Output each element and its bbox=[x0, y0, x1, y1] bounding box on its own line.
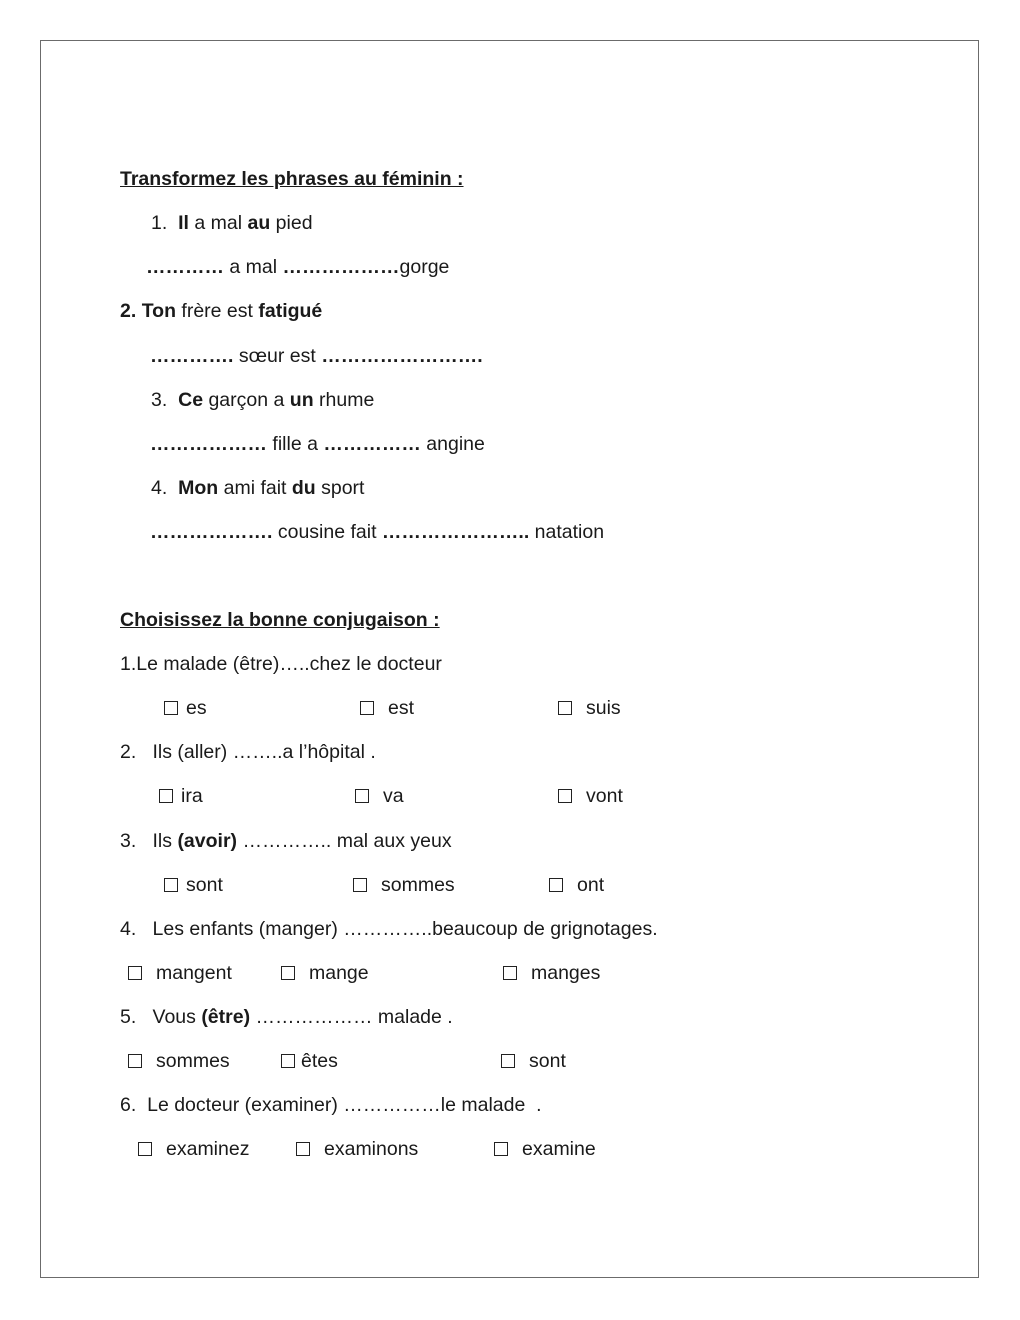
checkbox-icon[interactable] bbox=[558, 789, 572, 803]
s1-item-4-number: 4. bbox=[151, 477, 168, 499]
checkbox-icon[interactable] bbox=[164, 701, 178, 715]
s1-2-p1: frère est bbox=[175, 300, 259, 322]
checkbox-icon[interactable] bbox=[159, 789, 173, 803]
checkbox-icon[interactable] bbox=[494, 1142, 508, 1156]
checkbox-icon[interactable] bbox=[503, 966, 517, 980]
s1-1-a3: gorge bbox=[399, 256, 450, 278]
s1-2-p2: fatigué bbox=[258, 300, 323, 322]
s2-q3-p2: ………….. mal aux yeux bbox=[237, 830, 452, 852]
s2-q3-p0: 3. Ils bbox=[120, 830, 178, 852]
s2-question-5 bbox=[120, 1005, 453, 1029]
s1-3-p1: garçon a bbox=[203, 389, 290, 411]
checkbox-icon[interactable] bbox=[549, 878, 563, 892]
s1-item-4-sentence bbox=[151, 476, 364, 500]
checkbox-icon[interactable] bbox=[164, 878, 178, 892]
option-label: vont bbox=[586, 785, 623, 807]
s1-item-2-number: 2. bbox=[120, 300, 137, 322]
s2-question-6 bbox=[120, 1093, 542, 1117]
s1-4-a1: cousine fait bbox=[277, 521, 382, 543]
s2-q1-option-1[interactable] bbox=[164, 696, 207, 720]
checkbox-icon[interactable] bbox=[360, 701, 374, 715]
option-label: mange bbox=[309, 962, 369, 984]
s1-4-p3: sport bbox=[315, 477, 365, 499]
s1-1-a0: ………… bbox=[146, 256, 230, 278]
section2-title: Choisissez la bonne conjugaison : bbox=[120, 609, 440, 631]
option-label: es bbox=[186, 697, 207, 719]
s2-question-1 bbox=[120, 652, 442, 676]
s2-q1-option-3[interactable] bbox=[558, 696, 621, 720]
s1-item-2-answer bbox=[150, 344, 483, 368]
s1-item-1-sentence bbox=[151, 211, 313, 235]
s1-4-p0: Mon bbox=[178, 477, 219, 499]
s1-4-p2: du bbox=[291, 477, 316, 499]
s1-3-p0: Ce bbox=[178, 389, 204, 411]
section1-title: Transformez les phrases au féminin : bbox=[120, 168, 464, 190]
option-label: est bbox=[388, 697, 415, 719]
option-label: ira bbox=[181, 785, 203, 807]
option-label: sommes bbox=[381, 874, 455, 896]
s2-q5-option-3[interactable] bbox=[501, 1049, 566, 1073]
s1-4-a0: ………………. bbox=[150, 521, 278, 543]
checkbox-icon[interactable] bbox=[138, 1142, 152, 1156]
checkbox-icon[interactable] bbox=[353, 878, 367, 892]
checkbox-icon[interactable] bbox=[281, 966, 295, 980]
s1-item-3-number: 3. bbox=[151, 389, 168, 411]
option-label: ont bbox=[577, 874, 605, 896]
s2-q6-text: 6. Le docteur (examiner) ……………le malade . bbox=[120, 1094, 542, 1116]
option-label: examinez bbox=[166, 1138, 250, 1160]
s1-item-3-answer bbox=[150, 432, 485, 456]
s1-2-a1: sœur est bbox=[238, 345, 322, 367]
s1-item-3-sentence bbox=[151, 388, 374, 412]
s2-q3-p1: (avoir) bbox=[177, 830, 238, 852]
s1-item-2-sentence bbox=[120, 299, 322, 323]
s2-q2-text: 2. Ils (aller) ……..a l’hôpital . bbox=[120, 741, 376, 763]
option-label: examinons bbox=[324, 1138, 419, 1160]
s1-1-p2: au bbox=[247, 212, 271, 234]
checkbox-icon[interactable] bbox=[128, 966, 142, 980]
option-label: manges bbox=[531, 962, 601, 984]
option-label: suis bbox=[586, 697, 621, 719]
s2-q6-option-3[interactable] bbox=[494, 1137, 596, 1161]
s2-q1-option-2[interactable] bbox=[360, 696, 414, 720]
option-label: sont bbox=[529, 1050, 566, 1072]
s2-question-2 bbox=[120, 740, 376, 764]
checkbox-icon[interactable] bbox=[355, 789, 369, 803]
s2-q4-text: 4. Les enfants (manger) …………..beaucoup de grignotages. bbox=[120, 918, 658, 940]
s1-item-1-number: 1. bbox=[151, 212, 168, 234]
s1-1-p3: pied bbox=[270, 212, 313, 234]
s1-1-a2: ……………… bbox=[282, 256, 400, 278]
s2-q2-option-2[interactable] bbox=[355, 784, 404, 808]
s1-2-a2: ……………………. bbox=[321, 345, 483, 367]
s2-q2-option-1[interactable] bbox=[159, 784, 203, 808]
s2-q2-option-3[interactable] bbox=[558, 784, 623, 808]
option-label: sommes bbox=[156, 1050, 230, 1072]
s2-q5-p0: 5. Vous bbox=[120, 1006, 202, 1028]
s1-3-a2: …………… bbox=[323, 433, 427, 455]
s2-q3-option-1[interactable] bbox=[164, 873, 223, 897]
option-label: examine bbox=[522, 1138, 596, 1160]
checkbox-icon[interactable] bbox=[281, 1054, 295, 1068]
checkbox-icon[interactable] bbox=[128, 1054, 142, 1068]
option-label: va bbox=[383, 785, 404, 807]
option-label: mangent bbox=[156, 962, 232, 984]
s2-q1-text: 1.Le malade (être)…..chez le docteur bbox=[120, 653, 442, 675]
checkbox-icon[interactable] bbox=[558, 701, 572, 715]
s2-q3-option-2[interactable] bbox=[353, 873, 455, 897]
s1-3-a3: angine bbox=[426, 433, 485, 455]
s1-3-a1: fille a bbox=[272, 433, 324, 455]
s1-3-p3: rhume bbox=[313, 389, 375, 411]
s1-3-a0: ……………… bbox=[150, 433, 273, 455]
s1-3-p2: un bbox=[289, 389, 314, 411]
s1-2-a0: …………. bbox=[150, 345, 239, 367]
s2-q5-option-2[interactable] bbox=[281, 1049, 338, 1073]
option-label: sont bbox=[186, 874, 223, 896]
s1-2-p0: Ton bbox=[141, 300, 176, 322]
s2-q4-option-2[interactable] bbox=[281, 961, 369, 985]
s1-4-p1: ami fait bbox=[218, 477, 292, 499]
s1-1-a1: a mal bbox=[229, 256, 283, 278]
s2-q4-option-1[interactable] bbox=[128, 961, 232, 985]
s2-q5-option-1[interactable] bbox=[128, 1049, 230, 1073]
s2-q6-option-2[interactable] bbox=[296, 1137, 418, 1161]
s2-question-3 bbox=[120, 829, 452, 853]
option-label: êtes bbox=[301, 1050, 338, 1072]
s2-q3-option-3[interactable] bbox=[549, 873, 604, 897]
s1-item-1-answer bbox=[146, 255, 449, 279]
s2-question-4 bbox=[120, 917, 658, 941]
s2-q4-option-3[interactable] bbox=[503, 961, 600, 985]
s1-item-4-answer bbox=[150, 520, 604, 544]
s1-1-p1: a mal bbox=[188, 212, 248, 234]
checkbox-icon[interactable] bbox=[296, 1142, 310, 1156]
checkbox-icon[interactable] bbox=[501, 1054, 515, 1068]
s1-4-a2: ………………….. bbox=[381, 521, 535, 543]
s2-q6-option-1[interactable] bbox=[138, 1137, 249, 1161]
s1-4-a3: natation bbox=[534, 521, 605, 543]
s2-q5-p1: (être) bbox=[201, 1006, 251, 1028]
s2-q5-p2: ……………… malade . bbox=[250, 1006, 453, 1028]
s1-1-p0: Il bbox=[178, 212, 189, 234]
